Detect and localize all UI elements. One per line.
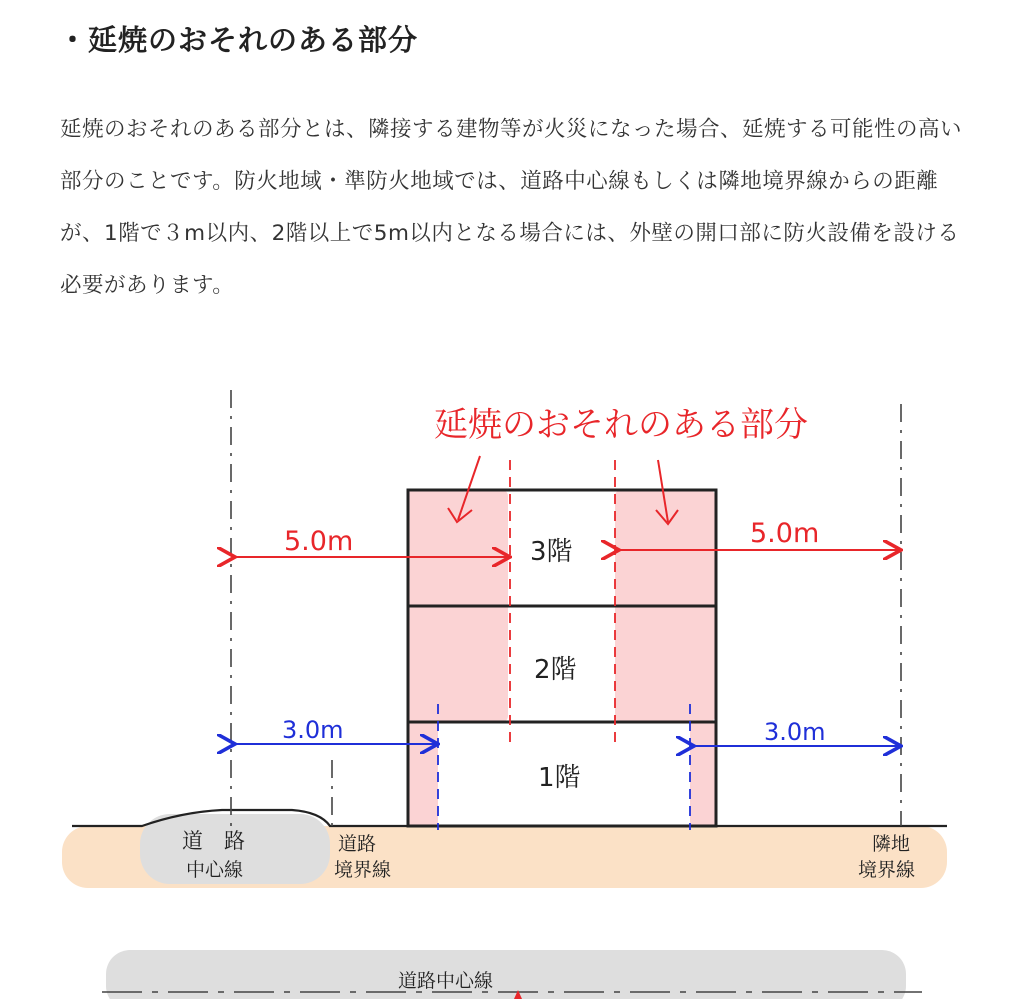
red-dashed-lines	[510, 460, 615, 746]
road-centerline-diagram	[62, 940, 964, 999]
road-label-top: 道 路	[182, 829, 245, 853]
section-heading: ・延焼のおそれのある部分	[58, 23, 419, 57]
road-label-bottom: 中心線	[186, 859, 244, 881]
floor-3-label: 3階	[530, 537, 573, 567]
floor-2-label: 2階	[534, 655, 577, 685]
dim-upper-right: 5.0m	[750, 518, 820, 549]
diagram2-svg	[62, 940, 964, 999]
fire-spread-diagram	[62, 360, 964, 888]
floor-1-label: 1階	[538, 763, 581, 793]
section-paragraph: 延焼のおそれのある部分とは、隣接する建物等が火災になった場合、延焼する可能性の高い部分のことです。防火地域・準防火地域では、道路中心線もしくは隣地境界線からの距離が、1階で３m以内、2階以上で5m以内となる場合には、外壁の開口部に防火設備を設ける必要があります。	[60, 117, 963, 298]
dim-lower-left: 3.0m	[282, 716, 344, 744]
diagram-svg	[62, 360, 964, 888]
road-boundary-top: 道路	[338, 833, 377, 855]
dim-upper-left: 5.0m	[284, 526, 354, 557]
neighbor-boundary-bottom: 境界線	[858, 859, 916, 881]
dim-lower-right: 3.0m	[764, 718, 826, 746]
diagram-title: 延焼のおそれのある部分	[434, 405, 808, 445]
road-centerline-label: 道路中心線	[398, 970, 494, 992]
road-boundary-bottom: 境界線	[334, 859, 392, 881]
reference-lines	[231, 390, 901, 826]
neighbor-boundary-top: 隣地	[872, 833, 911, 855]
